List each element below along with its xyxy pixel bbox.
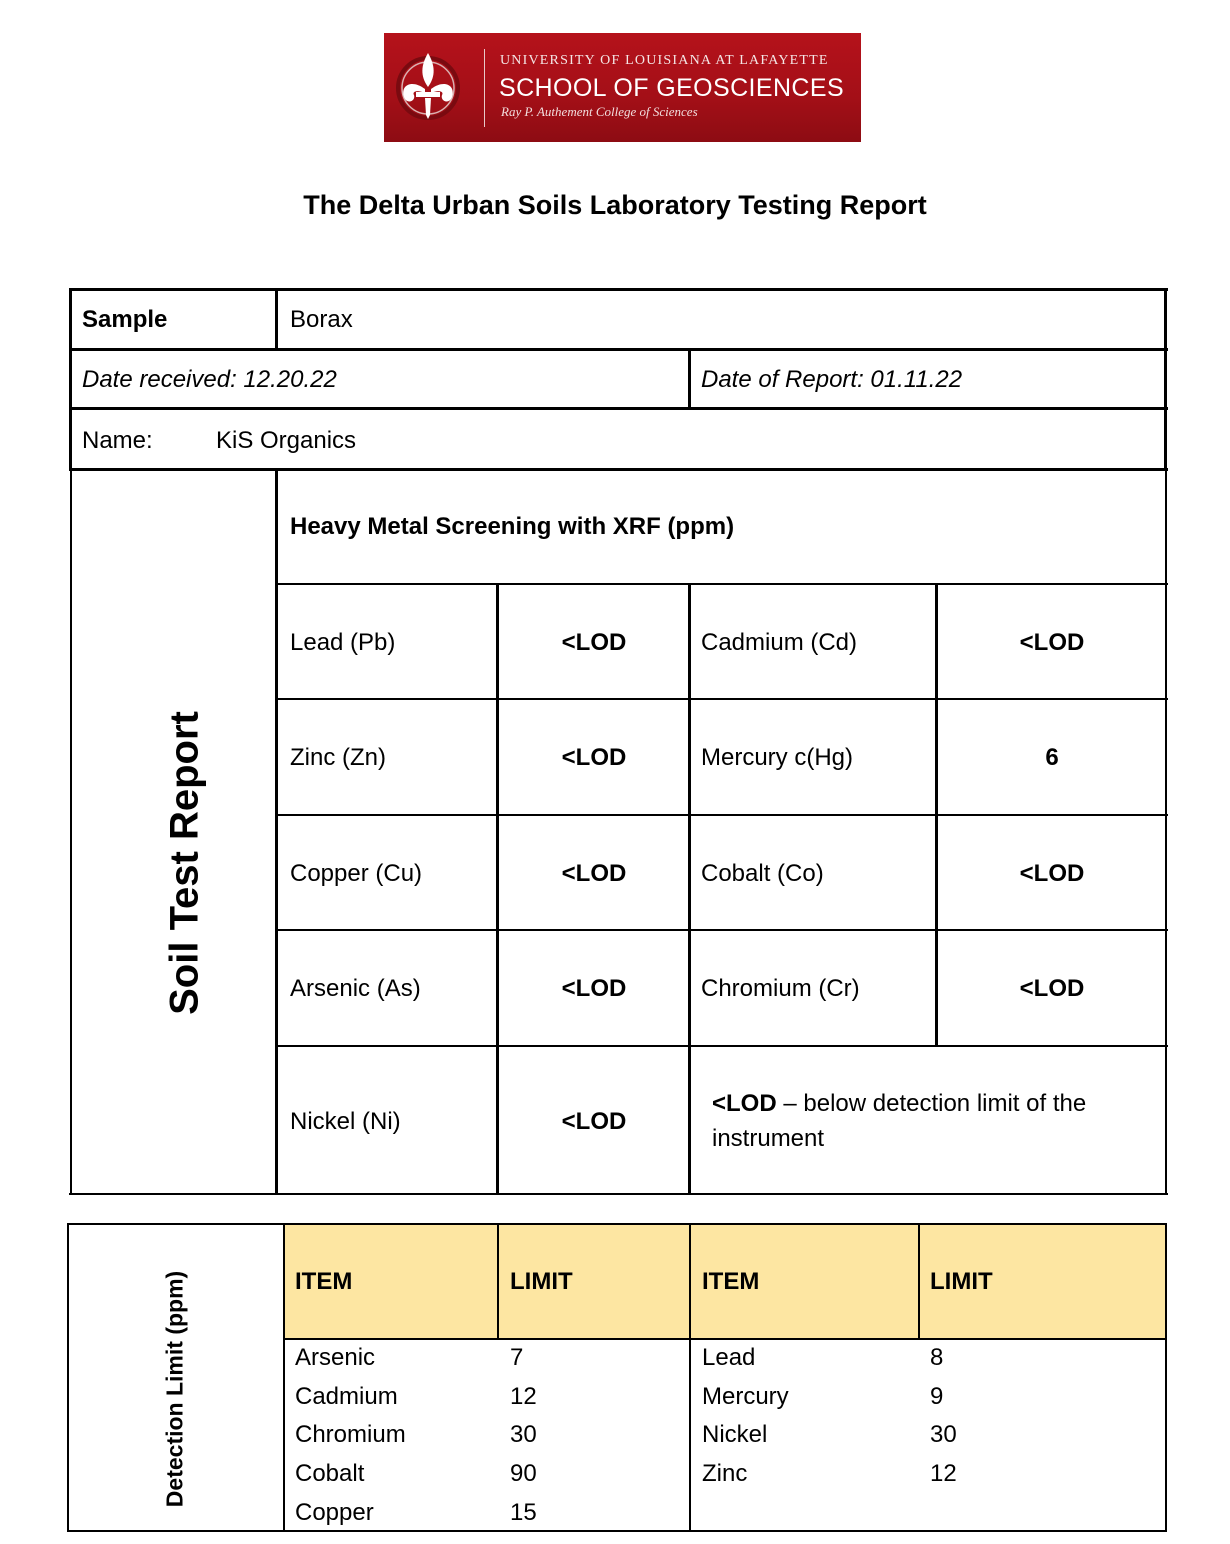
limit-item: Lead [702,1344,756,1371]
result-value: <LOD [1019,860,1085,887]
result-value: <LOD [561,629,627,656]
limit-value: 9 [930,1383,944,1410]
limit-value: 15 [510,1499,537,1526]
result-item: Chromium (Cr) [701,975,860,1002]
result-value: <LOD [1019,629,1085,656]
limits-header-item: ITEM [702,1268,760,1295]
limit-value: 30 [930,1421,957,1448]
university-logo-banner [384,33,861,142]
lod-note-term: <LOD [712,1090,777,1117]
limit-value: 12 [930,1460,957,1487]
logo-college-name: Ray P. Authement College of Sciences [501,104,698,119]
lod-note-line2: instrument [712,1125,825,1152]
result-value: <LOD [561,1108,627,1135]
result-item: Zinc (Zn) [290,744,386,771]
result-item: Lead (Pb) [290,629,396,656]
result-value: 6 [1045,744,1059,771]
limits-header-limit: LIMIT [930,1268,993,1295]
date-received: Date received: 12.20.22 [82,366,337,393]
limit-item: Chromium [295,1421,406,1448]
limit-value: 12 [510,1383,537,1410]
logo-university-name: UNIVERSITY OF LOUISIANA AT LAFAYETTE [500,53,829,68]
name-value: KiS Organics [216,427,357,454]
result-value: <LOD [561,744,627,771]
result-item: Arsenic (As) [290,975,421,1002]
limit-item: Nickel [702,1421,768,1448]
detection-limit-label: Detection Limit (ppm) [161,1270,188,1508]
limit-value: 30 [510,1421,537,1448]
limit-item: Zinc [702,1460,748,1487]
limit-item: Copper [295,1499,374,1526]
screening-title: Heavy Metal Screening with XRF (ppm) [290,513,735,540]
result-value: <LOD [561,975,627,1002]
lod-note [712,1090,1086,1118]
result-item: Cobalt (Co) [701,860,824,887]
result-item: Mercury c(Hg) [701,744,854,771]
result-item: Cadmium (Cd) [701,629,858,656]
limit-item: Cadmium [295,1383,398,1410]
result-value: <LOD [1019,975,1085,1002]
limit-item: Cobalt [295,1460,365,1487]
logo-school-name: SCHOOL OF GEOSCIENCES [499,74,845,102]
result-item: Nickel (Ni) [290,1108,401,1135]
limits-header-limit: LIMIT [510,1268,573,1295]
lod-note-text: – below detection limit of the [776,1090,1087,1117]
result-value: <LOD [561,860,627,887]
limits-header-item: ITEM [295,1268,353,1295]
limit-value: 8 [930,1344,944,1371]
date-of-report: Date of Report: 01.11.22 [701,366,963,393]
limit-item: Mercury [702,1383,789,1410]
limit-value: 7 [510,1344,524,1371]
result-item: Copper (Cu) [290,860,423,887]
sample-value: Borax [290,306,353,333]
sample-label: Sample [82,306,168,333]
name-label: Name: [82,427,153,454]
soil-test-report-label: Soil Test Report [162,711,207,1015]
report-title: The Delta Urban Soils Laboratory Testing Report [303,190,927,220]
limit-value: 90 [510,1460,537,1487]
limit-item: Arsenic [295,1344,376,1371]
fleur-de-lis-icon [392,43,464,133]
